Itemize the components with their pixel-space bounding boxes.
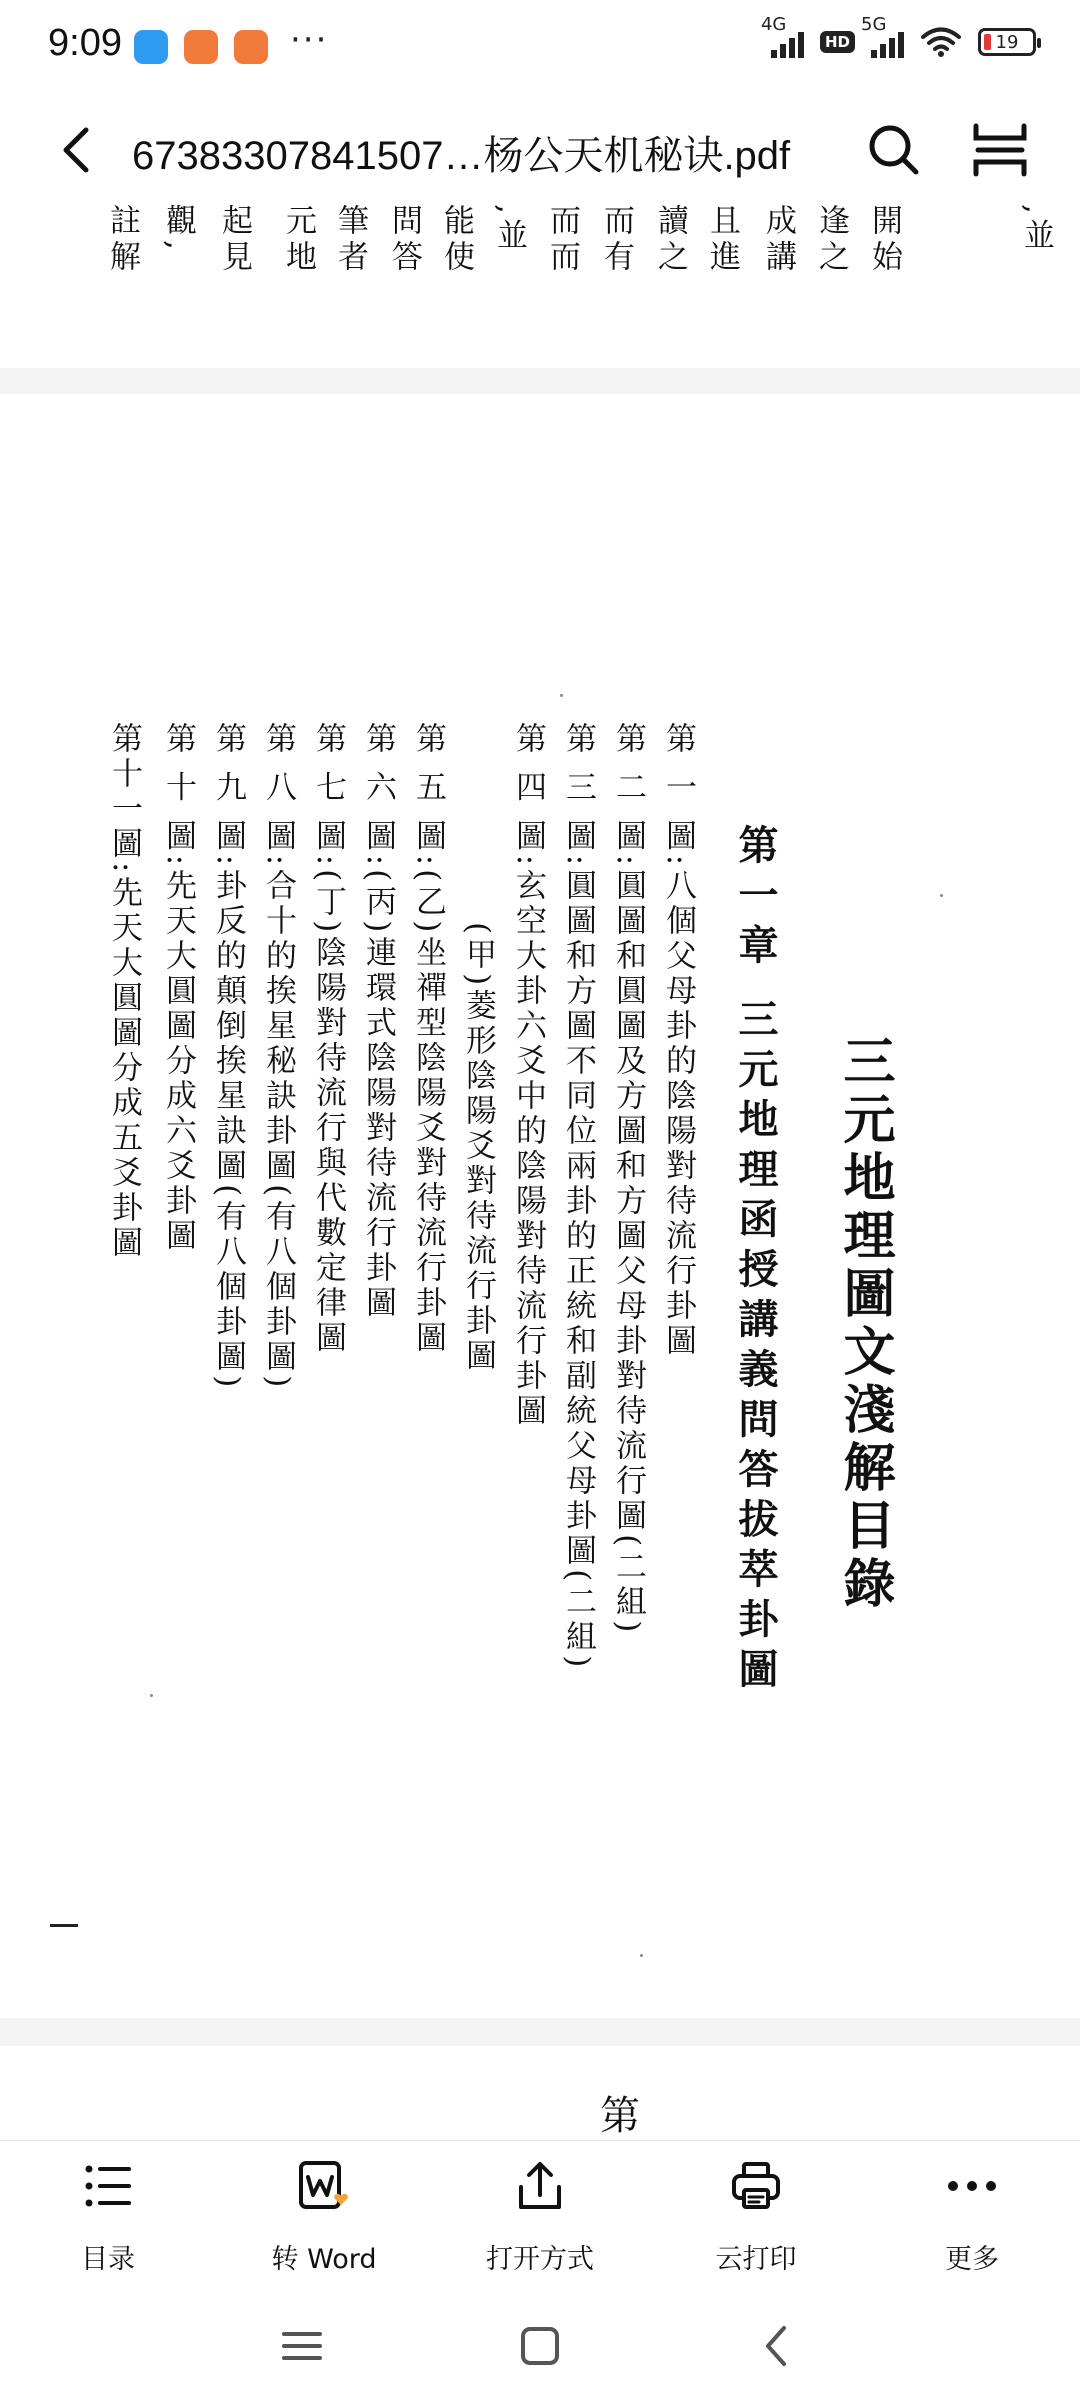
open-with-button[interactable] [432, 2141, 648, 2291]
word-convert-icon [297, 2159, 353, 2215]
scan-speck [940, 894, 943, 897]
next-page-text: 第 [600, 2093, 640, 2139]
toc-item: 第十一圖:先天大圓圖分成五爻卦圖 [106, 722, 142, 1262]
network-label: 4G [760, 14, 787, 35]
toc-item: 第 七 圖:(丁)陰陽對待流行與代數定律圖 [310, 722, 346, 1357]
toc-item: 第 五 圖:(乙)坐禪型陰陽爻對待流行卦圖 [410, 722, 446, 1357]
toolbar-label: 打开方式 [486, 2244, 594, 2275]
toolbar-label: 目录 [81, 2244, 135, 2275]
toolbar-label: 转 Word [271, 2244, 377, 2275]
hd-badge: HD [820, 31, 855, 53]
notification-icons [134, 30, 268, 64]
scan-speck [560, 694, 563, 697]
pdf-page [0, 204, 1080, 368]
battery-level: 19 [995, 31, 1019, 53]
page-text-column: 觀, [160, 204, 196, 255]
bottom-toolbar [0, 2140, 1080, 2291]
fit-width-icon[interactable] [968, 120, 1032, 180]
signal-5g-icon [861, 14, 904, 58]
page-text-column: 起見 [216, 204, 252, 276]
page-text-column: 註解 [104, 204, 140, 276]
toc-item: 第 八 圖:合十的挨星秘訣卦圖(有八個卦圖) [260, 722, 296, 1392]
network-label: 5G [861, 14, 887, 35]
toc-item: 第 三 圖:圓圖和方圖不同位兩卦的正統和副統父母卦圖(二組) [560, 722, 596, 1672]
toc-item: 第 九 圖:卦反的顛倒挨星訣圖(有八個卦圖) [210, 722, 246, 1392]
toc-button[interactable] [0, 2141, 216, 2291]
app-notification-icon [134, 30, 168, 64]
toc-item: 第 一 圖:八個父母卦的陰陽對待流行卦圖 [660, 722, 696, 1360]
page-text-column: 成講 [760, 204, 796, 276]
share-icon [513, 2159, 567, 2213]
page-text-column: 筆者 [332, 204, 368, 276]
home-icon[interactable] [510, 2316, 570, 2376]
page-text-column: 能使 [438, 204, 474, 276]
page-text-column: 而而 [544, 204, 580, 276]
scan-speck [150, 1694, 153, 1697]
toc-item: 第 二 圖:圓圖和圓圖及方圖和方圖父母卦對待流行圖(二組) [610, 722, 646, 1637]
battery-icon [978, 28, 1036, 56]
signal-4g-icon [760, 14, 804, 58]
toc-item: (甲)菱形陰陽爻對待流行卦圖 [460, 922, 496, 1375]
more-notifications-icon: ··· [290, 20, 329, 60]
more-icon [945, 2159, 999, 2213]
chapter-heading: 第一章 三元地理函授講義問答拔萃卦圖 [732, 824, 779, 1698]
toc-item: 第 四 圖:玄空大卦六爻中的陰陽對待流行卦圖 [510, 722, 546, 1430]
print-icon [729, 2159, 783, 2213]
toc-item: 第 六 圖:(丙)連環式陰陽對待流行卦圖 [360, 722, 396, 1322]
page-text-column: 逢之 [813, 204, 849, 276]
page-text-column: ,並 [491, 204, 527, 255]
page-text-column: 而有 [598, 204, 634, 276]
status-bar [0, 0, 1080, 96]
page-text-column: 且進 [704, 204, 740, 276]
navigation-bar [0, 2290, 1080, 2400]
page-number [50, 1924, 78, 1927]
app-notification-icon [184, 30, 218, 64]
page-text-column: 元地 [280, 204, 316, 276]
list-icon [81, 2159, 135, 2213]
page-text-column: 讀之 [652, 204, 688, 276]
document-title: 67383307841507…杨公天机秘诀.pdf [132, 134, 791, 178]
back-arrow-icon[interactable] [52, 122, 108, 178]
cloud-print-button[interactable] [648, 2141, 864, 2291]
page-text-column: ,並 [1018, 204, 1054, 255]
pdf-viewer[interactable] [0, 204, 1080, 2140]
back-icon[interactable] [748, 2316, 808, 2376]
wifi-icon [920, 26, 962, 58]
pdf-page [0, 2046, 1080, 2140]
search-icon[interactable] [866, 122, 922, 178]
book-title: 三元地理圖文淺解目錄 [834, 1034, 895, 1614]
mi-app-icon [234, 30, 268, 64]
page-text-column: 開始 [866, 204, 902, 276]
status-indicators [760, 14, 1036, 58]
scan-speck [640, 1954, 643, 1957]
top-bar [0, 96, 1080, 204]
pdf-page [0, 394, 1080, 2018]
convert-word-button[interactable] [216, 2141, 432, 2291]
recent-apps-icon[interactable] [272, 2316, 332, 2376]
toolbar-label: 更多 [945, 2244, 999, 2275]
page-text-column: 問答 [386, 204, 422, 276]
status-time: 9:09 [48, 22, 122, 64]
toolbar-label: 云打印 [715, 2244, 797, 2275]
more-button[interactable] [864, 2141, 1080, 2291]
toc-item: 第 十 圖:先天大圓圖分成六爻卦圖 [160, 722, 196, 1255]
